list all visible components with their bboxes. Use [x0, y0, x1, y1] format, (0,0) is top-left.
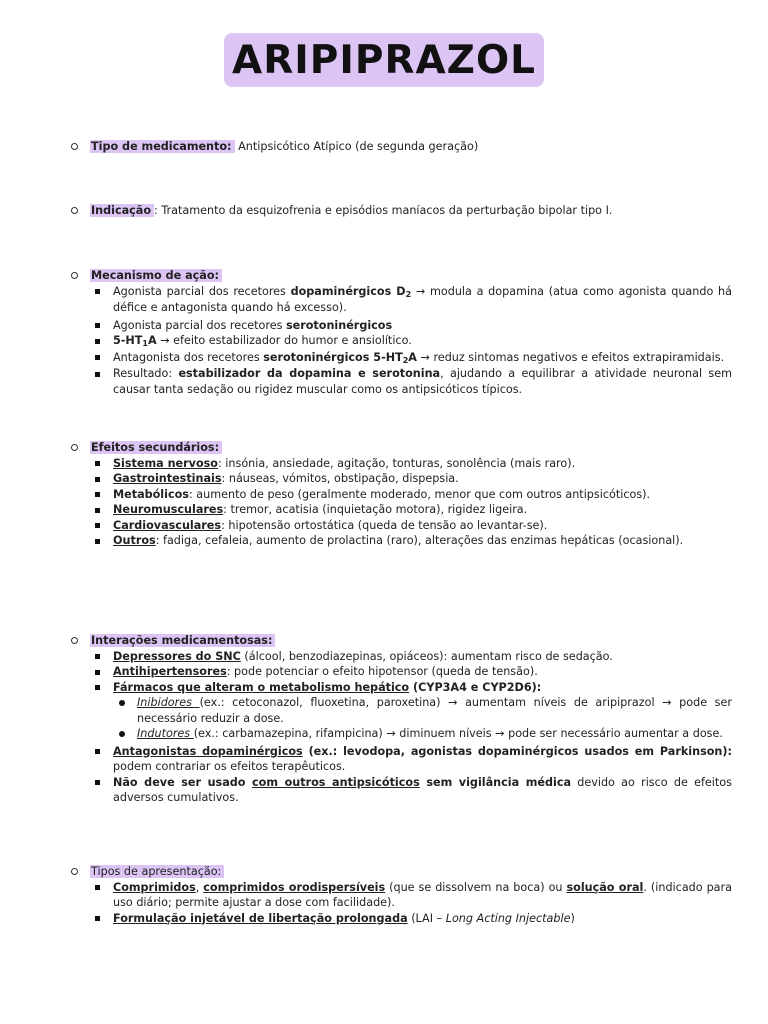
section-mecanismo — [70, 268, 732, 397]
text: ) — [570, 911, 575, 925]
efeitos-label: Efeitos secundários: — [90, 441, 222, 454]
subscript: 2 — [402, 355, 409, 365]
bold-text: Fármacos que alteram o metabolismo hepático — [113, 680, 410, 694]
bold-text: dopaminérgicos D — [290, 284, 406, 298]
bold-text: serotoninérgicos 5-HT — [263, 350, 403, 364]
bold-text: Comprimidos — [113, 880, 196, 894]
bold-text: comprimidos orodispersíveis — [203, 880, 386, 894]
text: . (indicado para uso diário; permite ajustar a dose com facilidade). — [113, 880, 732, 909]
bold-text: Depressores do SNC — [113, 649, 241, 663]
bold-text: Antihipertensores — [113, 665, 227, 678]
text: (ex.: cetoconazol, fluoxetina, paroxetina) → aumentam níveis de aripiprazol → pode ser necessário reduzir a dose. — [137, 696, 732, 725]
text: Agonista parcial dos recetores — [113, 284, 291, 298]
section-apresentacao — [70, 864, 732, 926]
list-item — [70, 333, 732, 350]
text: , ajudando a equilibrar a atividade neuronal sem causar tanta sedação ou rigidez muscular como os antipsicóticos típicos. — [113, 367, 732, 396]
list-item — [70, 664, 732, 680]
text: → modula a dopamina (atua como agonista quando há défice e antagonista quando há excesso). — [113, 284, 732, 314]
text: : tremor, acatisia (inquietação motora), rigidez ligeira. — [223, 503, 528, 516]
list-item — [70, 456, 732, 472]
section-indicacao — [70, 203, 732, 219]
indicacao-text: : Tratamento da esquizofrenia e episódios maníacos da perturbação bipolar tipo I. — [154, 204, 613, 217]
list-item — [70, 518, 732, 534]
bold-text: A — [408, 350, 417, 364]
bold-text: Metabólicos — [113, 487, 189, 501]
list-item — [70, 471, 732, 487]
section-efeitos-head — [70, 440, 732, 456]
bold-text: serotoninérgicos — [285, 318, 393, 332]
bold-text: sem vigilância médica — [419, 775, 571, 789]
list-item — [70, 350, 732, 367]
tipo-label: Tipo de medicamento: — [90, 140, 235, 153]
text: : náuseas, vómitos, obstipação, dispepsia. — [221, 472, 459, 485]
indicacao-label: Indicação — [90, 204, 154, 217]
bold-text: Não deve ser usado — [113, 775, 253, 789]
bold-text: Formulação injetável de libertação prolongada — [113, 911, 408, 925]
subscript: 2 — [405, 289, 412, 299]
document-title: ARIPIPRAZOL — [224, 33, 544, 87]
tipo-text: Antipsicótico Atípico (de segunda geração) — [234, 140, 479, 153]
text: → reduz sintomas negativos e efeitos extrapiramidais. — [416, 350, 725, 364]
interacoes-list — [70, 649, 732, 806]
bold-text: 5-HT — [113, 334, 143, 347]
bold-text: Cardiovasculares — [113, 518, 222, 532]
bold-text: A — [148, 334, 157, 347]
list-item — [70, 502, 732, 518]
section-interacoes-head — [70, 633, 732, 649]
text: Agonista parcial dos recetores — [113, 318, 286, 332]
apresentacao-list — [70, 880, 732, 927]
bold-text: com outros antipsicóticos — [252, 775, 420, 789]
subscript: 1 — [142, 339, 148, 348]
text: , — [195, 880, 204, 894]
bold-text: Sistema nervoso — [113, 456, 218, 470]
sub-list-item — [113, 726, 732, 742]
list-item — [70, 880, 732, 911]
bold-text: Outros — [113, 534, 156, 547]
text: (que se dissolvem na boca) ou — [385, 880, 567, 894]
bold-text: (CYP3A4 e CYP2D6): — [409, 680, 542, 694]
section-tipo — [70, 139, 732, 155]
text: : fadiga, cefaleia, aumento de prolactina (raro), alterações das enzimas hepáticas (ocasional). — [155, 534, 684, 547]
section-mecanismo-head — [70, 268, 732, 284]
mecanismo-list — [70, 284, 732, 398]
list-item — [70, 649, 732, 665]
text: devido ao risco de efeitos adversos cumulativos. — [113, 775, 732, 804]
list-item — [70, 487, 732, 503]
text: Resultado: — [113, 367, 179, 380]
text: Antagonista dos recetores — [113, 350, 264, 364]
text: → efeito estabilizador do humor e ansiolítico. — [156, 334, 412, 347]
bold-text: Neuromusculares — [113, 503, 224, 516]
efeitos-list — [70, 456, 732, 549]
section-tipo-head — [70, 139, 732, 155]
section-indicacao-head — [70, 203, 732, 219]
text: : hipotensão ortostática (queda de tensão ao levantar-se). — [221, 518, 548, 532]
text: : aumento de peso (geralmente moderado, menor que com outros antipsicóticos). — [188, 487, 651, 501]
title-wrap — [0, 33, 768, 87]
italic-text: Inibidores — [137, 696, 200, 709]
italic-text: Long Acting Injectable — [445, 911, 571, 925]
bold-text: solução oral — [566, 880, 644, 894]
mecanismo-label: Mecanismo de ação: — [90, 269, 222, 282]
text: (ex.: carbamazepina, rifampicina) → diminuem níveis → pode ser necessário aumentar a dose. — [193, 727, 723, 740]
list-item — [70, 318, 732, 334]
interacoes-label: Interações medicamentosas: — [90, 634, 275, 647]
section-apresentacao-head — [70, 864, 732, 880]
text: (álcool, benzodiazepinas, opiáceos): aumentam risco de sedação. — [240, 649, 613, 663]
bold-text: Antagonistas dopaminérgicos — [113, 744, 303, 758]
bold-text: Gastrointestinais — [113, 472, 222, 485]
list-item — [70, 284, 732, 316]
section-interacoes — [70, 633, 732, 806]
text: : pode potenciar o efeito hipotensor (queda de tensão). — [226, 665, 538, 678]
text: : insónia, ansiedade, agitação, tonturas, sonolência (mais raro). — [217, 456, 576, 470]
bold-text: (ex.: levodopa, agonistas dopaminérgicos usados em Parkinson): — [302, 744, 732, 758]
list-item — [70, 744, 732, 775]
section-efeitos — [70, 440, 732, 549]
bold-text: estabilizador da dopamina e serotonina — [178, 367, 441, 380]
sub-list — [113, 695, 732, 742]
sub-list-item — [113, 695, 732, 726]
apresentacao-label: Tipos de apresentação: — [90, 865, 224, 878]
list-item — [70, 533, 732, 549]
list-item — [70, 366, 732, 397]
text: (LAI – — [407, 911, 446, 925]
italic-text: Indutores — [137, 727, 194, 740]
list-item — [70, 775, 732, 806]
text: podem contrariar os efeitos terapêuticos. — [113, 760, 346, 773]
list-item — [70, 911, 732, 927]
list-item — [70, 680, 732, 742]
